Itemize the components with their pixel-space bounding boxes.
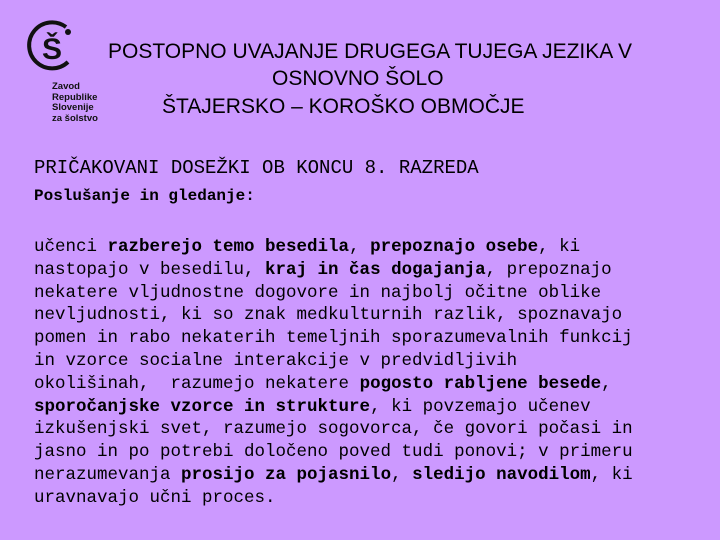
- paragraph-line: jasno in po potrebi določeno poved tudi ponovi; v primeru: [34, 442, 633, 463]
- paragraph-line: pomen in rabo nekaterih temeljnih sporazumevalnih funkcij: [34, 328, 633, 349]
- logo-line: Zavod: [52, 81, 80, 92]
- emphasis-text: sledijo navodilom: [412, 464, 591, 485]
- paragraph-line: nerazumevanja prosijo za pojasnilo, sledijo navodilom, ki: [34, 464, 633, 485]
- logo-symbol: Š: [41, 33, 63, 66]
- title-line-2: OSNOVNO ŠOLO: [272, 67, 444, 90]
- logo-line: Slovenije: [52, 102, 94, 113]
- logo-text: [52, 82, 98, 124]
- paragraph-line: nekatere vljudnostne dogovore in najbolj očitne oblike: [34, 282, 602, 303]
- paragraph-line: učenci razberejo temo besedila, prepoznajo osebe, ki: [34, 237, 581, 257]
- paragraph-line: nevljudnosti, ki so znak medkulturnih razlik, spoznavajo: [34, 305, 623, 326]
- paragraph-line: uravnavajo učni proces.: [34, 487, 276, 508]
- title-line-3: ŠTAJERSKO – KOROŠKO OBMOČJE: [162, 95, 525, 118]
- emphasis-text: sporočanjske vzorce in strukture: [34, 396, 371, 417]
- paragraph-line: nastopajo v besedilu, kraj in čas dogajanja, prepoznajo: [34, 259, 612, 280]
- logo-line: za šolstvo: [52, 112, 98, 124]
- title-line-1: POSTOPNO UVAJANJE DRUGEGA TUJEGA JEZIKA V: [108, 40, 632, 63]
- emphasis-text: prepoznajo osebe: [370, 237, 539, 257]
- emphasis-text: kraj in čas dogajanja: [265, 259, 486, 280]
- zrss-logo-icon: [22, 18, 82, 78]
- body-paragraph: [34, 236, 694, 510]
- paragraph-line: okolišinah, razumejo nekatere pogosto rabljene besede,: [34, 373, 612, 394]
- section-heading: PRIČAKOVANI DOSEŽKI OB KONCU 8. RAZREDA: [34, 157, 479, 179]
- paragraph-line: in vzorce socialne interakcije v predvidljivih: [34, 350, 518, 371]
- paragraph-line: sporočanjske vzorce in strukture, ki povzemajo učenev: [34, 396, 591, 417]
- zrss-logo: [22, 18, 114, 126]
- logo-line: Republike: [52, 91, 98, 103]
- section-subheading: Poslušanje in gledanje:: [34, 187, 255, 205]
- emphasis-text: pogosto rabljene besede: [359, 373, 602, 394]
- paragraph-line: izkušenjski svet, razumejo sogovorca, če govori počasi in: [34, 419, 633, 440]
- emphasis-text: razberejo temo besedila: [107, 237, 350, 257]
- emphasis-text: prosijo za pojasnilo: [181, 464, 392, 485]
